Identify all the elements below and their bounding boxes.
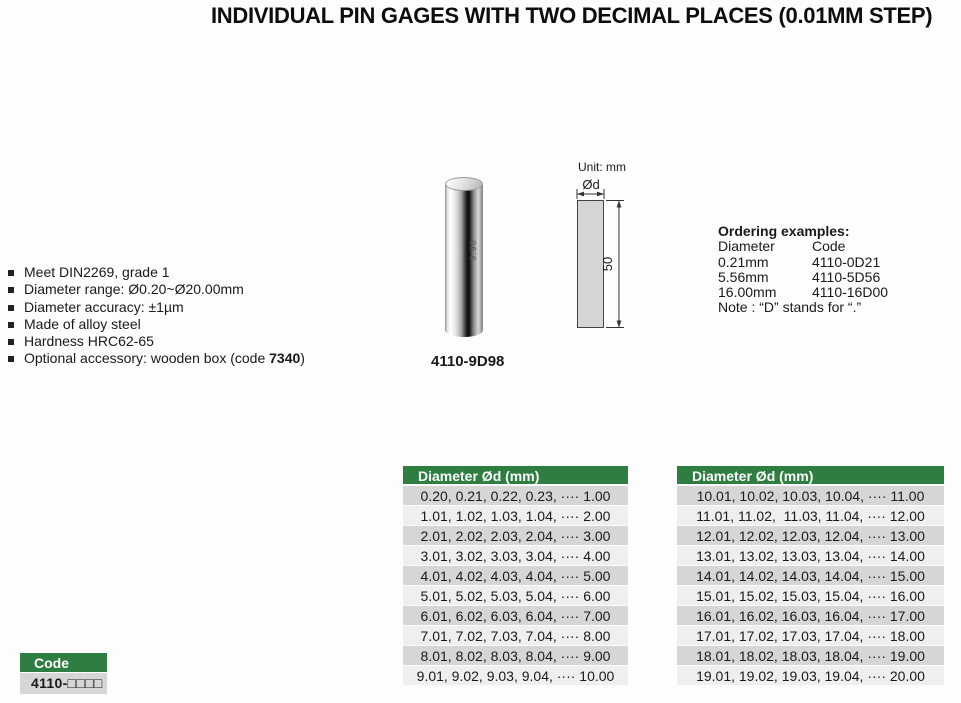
height-dimension-label: 50 [600, 256, 615, 272]
table-header: Diameter Ød (mm) [403, 466, 628, 486]
feature-item [8, 299, 388, 316]
col-code: Code [812, 238, 846, 255]
bullet-square-icon [8, 356, 14, 362]
table-row: 2.01, 2.02, 2.03, 2.04, ···· 3.00 [403, 526, 628, 546]
table-row: 8.01, 8.02, 8.03, 8.04, ···· 9.00 [403, 646, 628, 666]
feature-item [8, 333, 388, 350]
table-row: 5.01, 5.02, 5.03, 5.04, ···· 6.00 [403, 586, 628, 606]
ordering-heading: Ordering examples: [718, 223, 850, 239]
table-row: 6.01, 6.02, 6.03, 6.04, ···· 7.00 [403, 606, 628, 626]
ordering-row [718, 270, 888, 285]
ordering-row [718, 285, 888, 300]
pin-gage-top-cap [445, 177, 483, 191]
pin-engraving-text: 9.98 [467, 239, 478, 261]
feature-item [8, 281, 388, 298]
feature-text: Diameter range: Ø0.20~Ø20.00mm [24, 281, 244, 298]
table-row: 11.01, 11.02, 11.03, 11.04, ···· 12.00 [677, 506, 944, 526]
ordering-diameter: 5.56mm [718, 268, 769, 285]
table-row: 15.01, 15.02, 15.03, 15.04, ···· 16.00 [677, 586, 944, 606]
diameter-table-right [677, 466, 944, 686]
col-diameter: Diameter [718, 238, 775, 255]
table-row: 7.01, 7.02, 7.03, 7.04, ···· 8.00 [403, 626, 628, 646]
table-row: 10.01, 10.02, 10.03, 10.04, ···· 11.00 [677, 486, 944, 506]
accessory-code: 7340 [269, 350, 301, 367]
ordering-row [718, 255, 888, 270]
diameter-dimension-label: Ød [582, 177, 600, 192]
feature-text: Optional accessory: wooden box (code [24, 350, 270, 367]
arrowhead-up-icon [617, 201, 622, 208]
bullet-square-icon [8, 287, 14, 293]
code-box-value: 4110-□□□□ [20, 673, 107, 694]
feature-text: ) [300, 350, 305, 367]
feature-item [8, 316, 388, 333]
unit-label: Unit: mm [578, 160, 626, 174]
bullet-square-icon [8, 339, 14, 345]
table-header: Diameter Ød (mm) [677, 466, 944, 486]
table-row: 19.01, 19.02, 19.03, 19.04, ···· 20.00 [677, 666, 944, 686]
feature-text: Hardness HRC62-65 [24, 333, 154, 350]
feature-item [8, 264, 388, 281]
table-row: 16.01, 16.02, 16.03, 16.04, ···· 17.00 [677, 606, 944, 626]
diameter-table-left [403, 466, 628, 686]
feature-text: Made of alloy steel [24, 315, 141, 332]
ordering-examples [718, 224, 888, 316]
technical-drawing [570, 172, 645, 337]
feature-text: Diameter accuracy: ±1µm [24, 298, 184, 315]
arrowhead-left-icon [577, 192, 584, 197]
product-code-label: 4110-9D98 [431, 353, 505, 370]
ordering-code: 4110-0D21 [812, 253, 881, 270]
table-row: 17.01, 17.02, 17.03, 17.04, ···· 18.00 [677, 626, 944, 646]
bullet-square-icon [8, 270, 14, 276]
ordering-column-headers [718, 239, 888, 254]
feature-item [8, 350, 388, 367]
bullet-square-icon [8, 322, 14, 328]
table-row: 0.20, 0.21, 0.22, 0.23, ···· 1.00 [403, 486, 628, 506]
bullet-square-icon [8, 305, 14, 311]
feature-text: Meet DIN2269, grade 1 [24, 264, 170, 280]
ordering-code: 4110-5D56 [812, 268, 881, 285]
table-row: 13.01, 13.02, 13.03, 13.04, ···· 14.00 [677, 546, 944, 566]
ordering-note: Note : “D” stands for “.” [718, 299, 862, 316]
code-box-header: Code [20, 653, 107, 673]
ordering-diameter: 16.00mm [718, 284, 777, 301]
table-row: 18.01, 18.02, 18.03, 18.04, ···· 19.00 [677, 646, 944, 666]
ordering-code: 4110-16D00 [812, 284, 889, 301]
table-row: 9.01, 9.02, 9.03, 9.04, ···· 10.00 [403, 666, 628, 686]
table-row: 3.01, 3.02, 3.03, 3.04, ···· 4.00 [403, 546, 628, 566]
table-row: 14.01, 14.02, 14.03, 14.04, ···· 15.00 [677, 566, 944, 586]
ordering-diameter: 0.21mm [718, 253, 769, 270]
arrowhead-right-icon [597, 192, 604, 197]
table-row: 1.01, 1.02, 1.03, 1.04, ···· 2.00 [403, 506, 628, 526]
feature-list [8, 264, 388, 368]
table-row: 4.01, 4.02, 4.03, 4.04, ···· 5.00 [403, 566, 628, 586]
arrowhead-down-icon [617, 321, 622, 328]
table-row: 12.01, 12.02, 12.03, 12.04, ···· 13.00 [677, 526, 944, 546]
page-title: INDIVIDUAL PIN GAGES WITH TWO DECIMAL PLACES (0.01MM STEP) [211, 3, 933, 28]
code-box [20, 653, 107, 694]
